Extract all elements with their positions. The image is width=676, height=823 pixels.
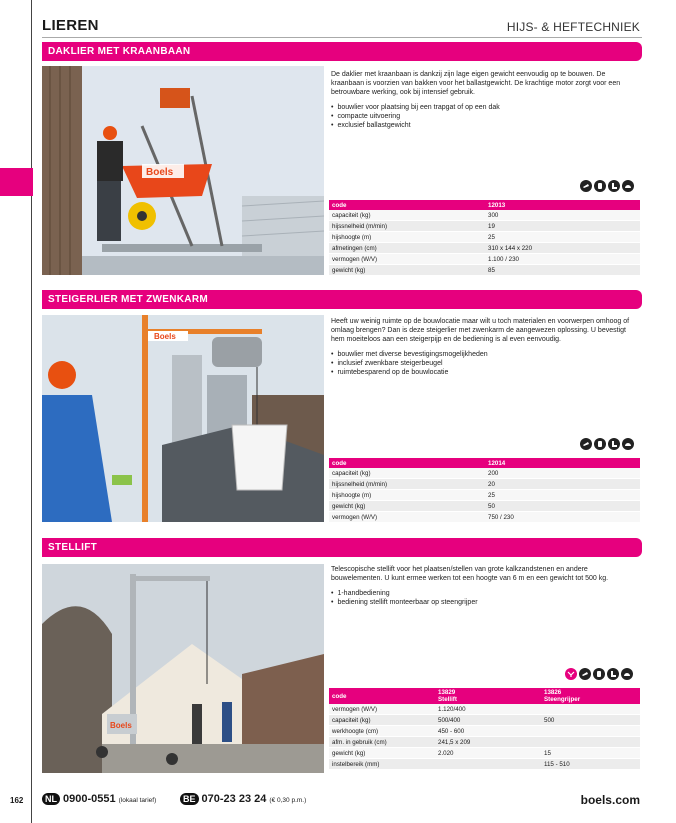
table-header: 12013 xyxy=(485,200,640,210)
phone-nl xyxy=(42,793,156,805)
table-row: afm. in gebruik (cm) 241,5 x 209 xyxy=(329,737,640,748)
page-number: 162 xyxy=(10,796,24,805)
hand-icon xyxy=(579,668,591,680)
section-tab xyxy=(0,168,33,196)
table-row: hijshoogte (m) 25 xyxy=(329,232,640,243)
description-daklier xyxy=(331,70,637,130)
helmet-icon xyxy=(621,668,633,680)
table-row: hijssnelheid (m/min) 20 xyxy=(329,479,640,490)
spec-table-steigerlier xyxy=(329,458,640,523)
glasses-icon xyxy=(565,668,577,680)
paragraph: De daklier met kraanbaan is dankzij zijn lage eigen gewicht eenvoudig op te bouwen. De kraanbaan is voorzien van bakken voor het ballastgewicht. De krachtige motor zorgt voor een betrouwbare werking, ook bij intensief gebruik. xyxy=(331,71,621,96)
gloves-icon xyxy=(593,668,605,680)
bullet-item: • bouwlier voor plaatsing bij een trapgat of op een dak xyxy=(331,103,637,112)
bullet-item: • compacte uitvoering xyxy=(331,112,637,121)
header-divider xyxy=(42,37,642,38)
footer xyxy=(0,788,676,812)
page-title: LIEREN xyxy=(42,17,99,34)
nl-badge: NL xyxy=(42,793,60,805)
table-header: 12014 xyxy=(485,458,640,468)
table-row: vermogen (W/V) 1.120/400 xyxy=(329,704,640,715)
paragraph: Telescopische stellift voor het plaatsen/stellen van grote kalkzandstenen en andere bouwelementen. U kunt ermee werken tot een hoogte van 6 m en een gewicht tot 500 kg. xyxy=(331,566,609,582)
table-row: gewicht (kg) 85 xyxy=(329,265,640,276)
svg-text:Boels: Boels xyxy=(146,167,174,178)
table-row: gewicht (kg) 2.020 15 xyxy=(329,748,640,759)
helmet-icon xyxy=(622,438,634,450)
table-row: capaciteit (kg) 300 xyxy=(329,210,640,221)
table-row: vermogen (W/V) 750 / 230 xyxy=(329,512,640,523)
section-bar-steigerlier: STEIGERLIER MET ZWENKARM xyxy=(42,290,642,309)
section-bar-daklier: DAKLIER MET KRAANBAAN xyxy=(42,42,642,61)
boots-icon xyxy=(608,438,620,450)
svg-text:Boels: Boels xyxy=(154,332,176,341)
table-header: 13829 Stellift xyxy=(435,688,541,704)
bullet-item: • inclusief zwenkbare steigerbeugel xyxy=(331,359,637,368)
hand-icon xyxy=(580,180,592,192)
table-header: 13826 Steengrijper xyxy=(541,688,640,704)
photo-daklier xyxy=(42,66,324,275)
safety-icons xyxy=(580,438,634,450)
paragraph: Heeft uw weinig ruimte op de bouwlocatie maar wilt u toch materialen en voorwerpen omhoog of omlaag brengen? Dan is deze steigerlier met zwenkarm de aangewezen oplossing. U bevestigt hem moeiteloos aan een steigerpijp en de bediening is al even eenvoudig. xyxy=(331,318,630,343)
photo-stellift xyxy=(42,564,324,773)
table-row: gewicht (kg) 50 xyxy=(329,501,640,512)
table-header: code xyxy=(329,458,485,468)
description-steigerlier xyxy=(331,317,637,377)
website-link[interactable]: boels.com xyxy=(580,793,640,807)
nl-phone: 0900-0551 xyxy=(63,793,116,805)
table-row: afmetingen (cm) 310 x 144 x 220 xyxy=(329,243,640,254)
safety-icons xyxy=(565,668,633,680)
be-note: (€ 0,30 p.m.) xyxy=(269,797,307,804)
bullet-item: • bediening stellift monteerbaar op steengrijper xyxy=(331,598,637,607)
table-row: instelbereik (mm) 115 - 510 xyxy=(329,759,640,770)
svg-text:Boels: Boels xyxy=(110,721,132,730)
table-row: hijshoogte (m) 25 xyxy=(329,490,640,501)
photo-steigerlier xyxy=(42,315,324,522)
safety-icons xyxy=(580,180,634,192)
hand-icon xyxy=(580,438,592,450)
table-row: werkhoogte (cm) 450 - 600 xyxy=(329,726,640,737)
description-stellift xyxy=(331,565,637,607)
bullet-item: • bouwlier met diverse bevestigingsmogelijkheden xyxy=(331,350,637,359)
table-header: code xyxy=(329,688,435,704)
phone-be xyxy=(180,793,306,805)
table-row: capaciteit (kg) 200 xyxy=(329,468,640,479)
table-row: vermogen (W/V) 1.100 / 230 xyxy=(329,254,640,265)
bullet-list xyxy=(331,350,637,377)
helmet-icon xyxy=(622,180,634,192)
be-badge: BE xyxy=(180,793,199,805)
gloves-icon xyxy=(594,180,606,192)
spec-table-stellift xyxy=(329,688,640,770)
table-row: hijssnelheid (m/min) 19 xyxy=(329,221,640,232)
table-header: code xyxy=(329,200,485,210)
bullet-item: • exclusief ballastgewicht xyxy=(331,121,637,130)
spec-table-daklier xyxy=(329,200,640,276)
be-phone: 070-23 23 24 xyxy=(201,793,267,805)
gloves-icon xyxy=(594,438,606,450)
boots-icon xyxy=(607,668,619,680)
bullet-list xyxy=(331,589,637,607)
left-margin-line xyxy=(31,0,32,823)
bullet-item: • ruimtebesparend op de bouwlocatie xyxy=(331,368,637,377)
boots-icon xyxy=(608,180,620,192)
nl-note: (lokaal tarief) xyxy=(118,797,157,804)
section-bar-stellift: STELLIFT xyxy=(42,538,642,557)
bullet-list xyxy=(331,103,637,130)
bullet-item: • 1-handbediening xyxy=(331,589,637,598)
table-row: capaciteit (kg) 500/400 500 xyxy=(329,715,640,726)
category-title: HIJS- & HEFTECHNIEK xyxy=(506,20,640,34)
